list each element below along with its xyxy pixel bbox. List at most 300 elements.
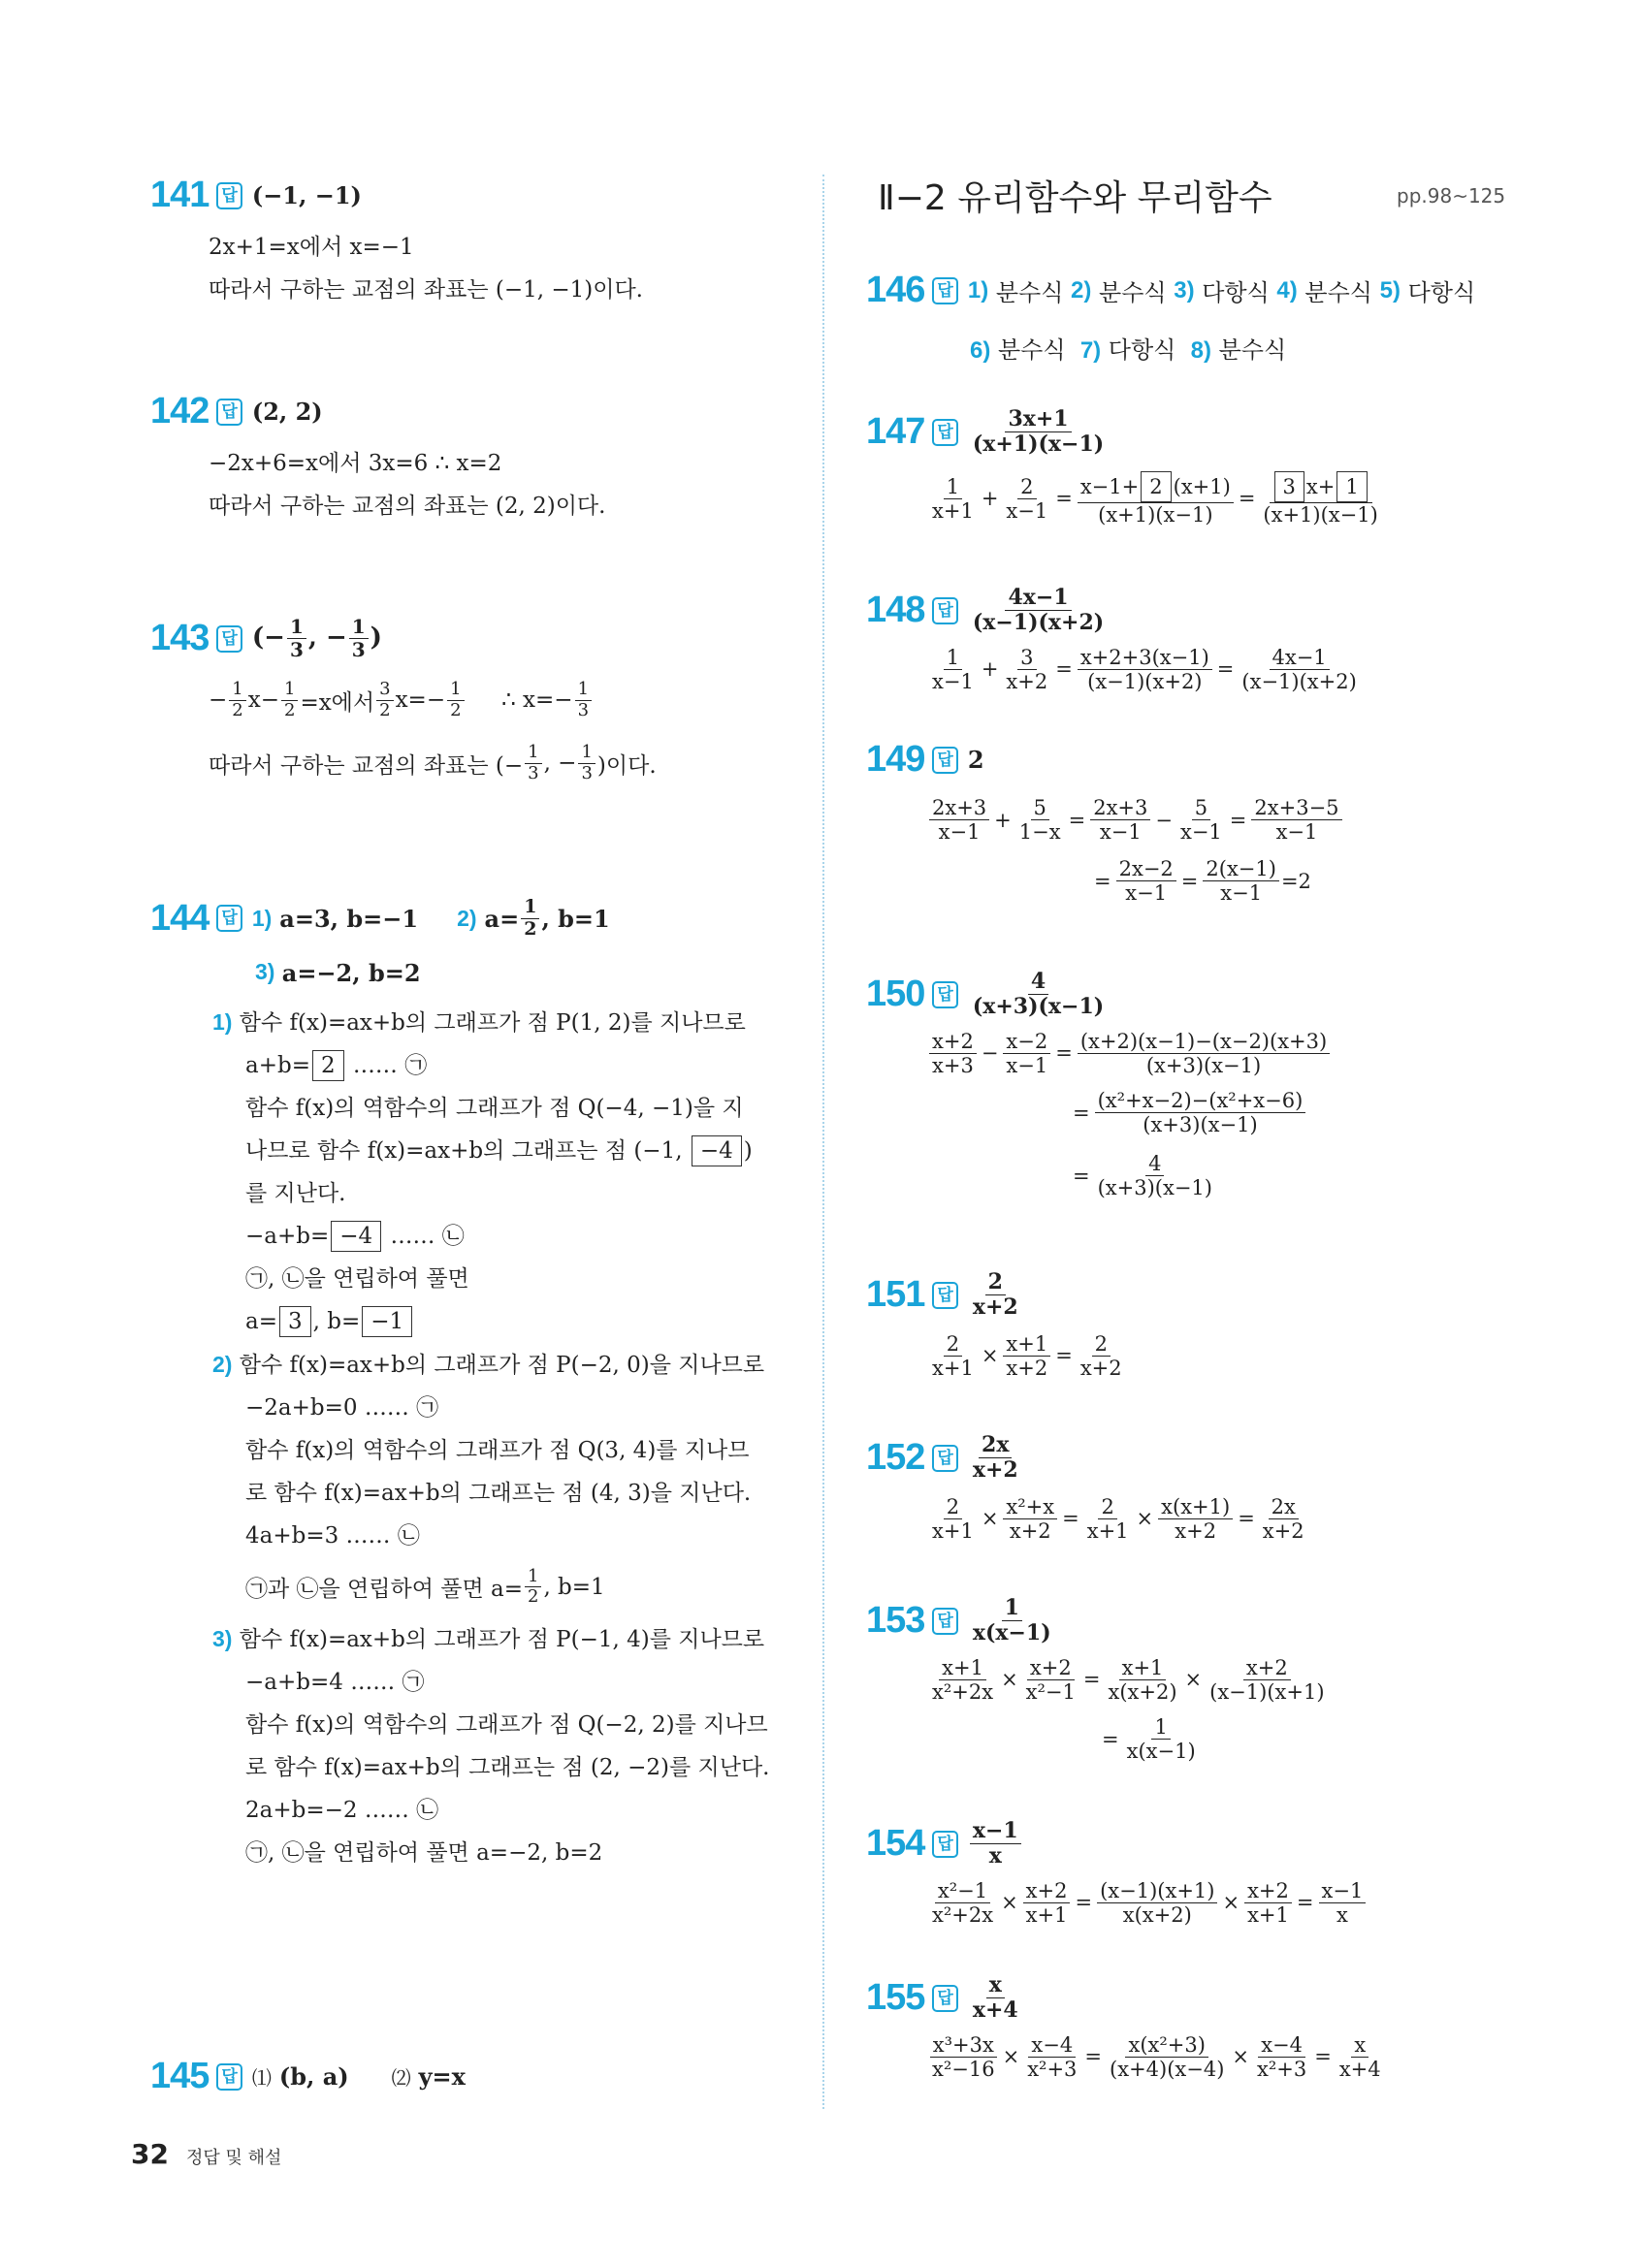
math-text: 5 [1192,796,1210,820]
problem-149 [866,739,1344,906]
problem-header [150,2056,466,2097]
problem-153 [866,1596,1330,1763]
fraction [1251,796,1341,844]
math-text: x²+3 [1257,2057,1307,2081]
problem-number: 145 [150,2056,209,2096]
math-text: 답 [932,597,957,624]
math-text: 152 [866,1437,925,1479]
answer: (−1, −1) [251,181,362,209]
math-text: ∴ x=− [466,687,573,713]
fraction [349,616,369,661]
math-text: x+4 [972,1997,1018,2024]
math-text: 2(x−1) [1203,857,1279,881]
math-text: x+1 [932,498,974,523]
math-text: , − [543,751,577,776]
fraction [229,680,245,720]
fraction [1177,796,1225,844]
problem-header [150,616,657,661]
fraction [1336,2033,1384,2081]
math-text: (x+2)(x−1)−(x−2)(x+3) [1078,1030,1330,1054]
math-text: 분수식 [1218,336,1287,364]
math-text: x+1 [932,1518,974,1543]
fraction [970,1596,1054,1646]
fraction [929,1332,977,1380]
fraction [970,970,1107,1020]
math-text: x(x+2) [1108,1679,1177,1704]
math-text: x−1 [1099,820,1142,845]
math-text: 2 [1141,471,1171,502]
math-text: y=x [418,2062,466,2091]
math-text: 2x−2 [1116,857,1176,881]
solution-line: = $\frac{2x-2}{x-1}$ = $\frac{2(x-1)}{x-1}$ =2 [1094,857,1311,906]
problem-header [866,1270,1127,1321]
math-text: x−1 [938,820,981,845]
column-divider [822,175,824,2109]
problem-150 [866,970,1332,1199]
math-text: (− [251,623,285,653]
math-text: 나므로 함수 f(x)=ax+b의 그래프는 점 (−1, [245,1137,690,1164]
math-text: x+2 [1023,1879,1071,1903]
math-text: 답 [932,277,957,304]
math-text: x+2 [1009,1518,1051,1543]
math-text: …… ㉠ [345,1052,428,1078]
math-text: 1 [349,616,369,639]
math-text: 2) [1071,276,1092,303]
math-text: 답 [932,1282,957,1309]
math-text: 로 함수 f(x)=ax+b의 그래프는 점 (2, −2)를 지난다. [245,1754,770,1780]
fraction [1319,1879,1367,1927]
solution-line [245,1044,770,1087]
fraction [575,680,592,720]
math-text: x²+2x [932,1679,994,1704]
math-text: 151 [866,1274,925,1316]
math-text: x−1 [1275,820,1318,845]
fraction [929,1495,977,1543]
math-text: a=−2, b=2 [281,958,421,987]
math-text: 3 [376,680,393,701]
math-text: 3x+1 [1005,407,1071,432]
math-text: ㉠과 ㉡을 연립하여 풀면 a= [245,1577,523,1603]
math-text: x+1 [939,1656,986,1680]
fraction [1124,1715,1199,1763]
math-text: 2 [985,1270,1006,1295]
math-text: 답 [932,1608,957,1635]
fraction [1260,1495,1307,1543]
math-text: ㉠, ㉡을 연립하여 풀면 [245,1265,469,1292]
math-text: x [1336,1902,1348,1927]
solution-line [212,1617,770,1661]
fraction [970,1433,1021,1484]
math-text: a= [484,904,520,933]
math-text: 따라서 구하는 교점의 좌표는 (− [209,752,524,779]
solution-line: $\frac{x+2}{x+3}$ − $\frac{x-2}{x-1}$ = $\frac{(x+2)(x-1)-(x-2)(x+3)}{(x+3)(x-1)}$ [927,1030,1332,1077]
math-text: =2 [1280,869,1311,893]
math-text: −a+b=4 …… ㉠ [245,1669,425,1695]
math-text: ) [743,1137,753,1164]
solution-line [212,1001,770,1044]
math-text: 3 [581,762,593,783]
problem-142 [150,391,605,527]
math-text: , b= [312,1308,361,1334]
fraction [1003,475,1050,523]
page-footer [131,2138,281,2170]
math-text: (x+3)(x−1) [1145,1053,1262,1077]
math-text: x+ [1305,474,1336,498]
math-text: x+2 [1244,1879,1292,1903]
problem-header [150,391,605,432]
fraction [929,1030,977,1077]
math-text: a=3, b=−1 [279,904,419,933]
math-text: 답 [932,419,957,446]
math-text: x+2 [1262,1518,1304,1543]
math-text: (x²+x−2)−(x²+x−6) [1095,1089,1306,1113]
math-text: 2 [1017,475,1036,499]
solution-line: $\frac{2x+3}{x-1}$ + $\frac{5}{1-x}$ = $\frac{2x+3}{x-1}$ − $\frac{5}{x-1}$ = $\frac{2x+3-5}{x-1}$ [927,796,1344,844]
math-text: −a+b= [245,1223,330,1249]
math-text: 3 [528,762,539,783]
answer [252,616,382,661]
fraction [929,1879,996,1927]
math-text: 답 [932,981,957,1008]
math-text: x−1 [932,669,974,693]
solution-line [245,1300,770,1343]
fraction [1239,646,1359,693]
math-text: 1) [212,1008,233,1035]
fraction [970,407,1107,458]
math-text: 4a+b=3 …… ㉡ [245,1522,420,1549]
math-text: 3) [212,1625,233,1651]
math-text: 2 [967,746,984,774]
math-text: x−1 [1319,1879,1367,1903]
math-text: 3) [255,958,275,984]
answer-tag: 답 [216,905,241,932]
math-text: x+2+3(x−1) [1078,646,1212,670]
fraction [1207,1656,1327,1704]
math-text: ⑵ [391,2066,411,2090]
math-text: x+1 [1086,1518,1129,1543]
math-text: x(x−1) [972,1620,1051,1646]
math-text: 분수식 [995,279,1064,306]
fraction [447,680,464,720]
math-text: )이다. [596,752,657,779]
math-text: (x+4)(x−4) [1110,2057,1225,2081]
solution-line: $\frac{\text{x³+3x}}{\text{x²−16}}$ × $\frac{x-4}{\text{x²+3}}$ = $\frac{\text{x(x²+3)}}{(x+4)(x-4)}$ × $\frac{x-4}{\text{x²+3}}$ = $\frac{x}{x+4}$ [927,2033,1386,2081]
math-text: (x+3)(x−1) [1143,1113,1258,1137]
math-text: 2 [283,699,296,720]
problem-number: 143 [150,618,209,658]
section-title: Ⅱ−2 유리함수와 무리함수 [878,178,1272,218]
solution-line: $\frac{x+1}{\text{x²+2x}}$ × $\frac{x+2}{\text{x²−1}}$ = $\frac{x+1}{x(x+2)}$ × $\frac{x+2}{(x-1)(x+1)}$ [927,1656,1330,1704]
math-text: (x−1)(x+2) [1087,669,1203,693]
math-text: x+1 [1003,1332,1050,1357]
math-text: 3 [351,638,366,661]
math-text: x+2 [1027,1656,1075,1680]
math-text: 다항식 [1108,336,1176,364]
solution-line: = $\frac{4}{(x+3)(x-1)}$ [1070,1152,1332,1199]
math-text: 1 [1002,1596,1022,1621]
fraction [1003,1495,1057,1543]
fraction [1023,1656,1079,1704]
math-text: 6) [970,337,991,364]
math-text: 1 [944,646,962,670]
math-text: x+2 [972,1457,1018,1484]
math-text: 답 [932,1985,957,2012]
solution-line: $\frac{1}{x-1}$ + $\frac{3}{x+2}$ = $\frac{x+2+3(x-1)}{(x-1)(x+2)}$ = $\frac{4x-1}{(x-1)(x+2)}$ [927,646,1362,693]
fraction [1095,1089,1306,1136]
math-text: x+2 [1243,1656,1291,1680]
math-text: 146 [866,270,925,310]
math-text: 2) [457,905,477,931]
math-text: 분수식 [1099,279,1167,306]
math-text: x−1 [970,1819,1021,1844]
solution-line: $\frac{\text{x²−1}}{\text{x²+2x}}$ × $\frac{x+2}{x+1}$ = $\frac{(x-1)(x+1)}{x(x+2)}$ × $\frac{x+2}{x+1}$ = $\frac{x-1}{x}$ [927,1879,1368,1927]
math-text: 148 [866,590,925,631]
problem-header [866,407,1383,458]
problem-header [866,1433,1309,1484]
problem-header [866,970,1332,1020]
math-text: 2 [1098,1495,1116,1519]
math-text: −1 [362,1306,412,1337]
problem-154 [866,1819,1368,1927]
math-text: 2x+3−5 [1251,796,1341,820]
answer-tag: 답 [216,399,241,426]
fraction [1016,796,1064,844]
math-text: x−4 [1028,2033,1076,2058]
problem-151 [866,1270,1127,1380]
math-text: x=− [395,687,446,713]
math-text: 2x+3 [1090,796,1150,820]
math-text: x(x+2) [1122,1902,1192,1927]
math-text: 150 [866,974,925,1015]
problem-141 [150,175,643,311]
math-text: 함수 f(x)의 역함수의 그래프가 점 Q(3, 4)를 지나므 [245,1437,750,1463]
solution-line: $\frac{2}{x+1}$ × $\frac{\text{x²+x}}{x+2}$ = $\frac{2}{x+1}$ × $\frac{x(x+1)}{x+2}$ = $\frac{2x}{x+2}$ [927,1495,1309,1543]
answer-tag: 답 [216,182,241,209]
math-text: 155 [866,1977,925,2019]
problem-146 [866,270,1475,365]
math-text: , b=1 [543,1574,605,1600]
math-text: x³+3x [930,2033,997,2058]
math-text: x−1 [1179,820,1222,845]
solution-line [209,733,657,793]
problem-155 [866,1973,1386,2081]
math-text: 2 [312,1050,344,1081]
problem-header [866,1973,1386,2024]
math-text: 1 [447,680,464,701]
solution-line [245,1130,770,1172]
fraction [929,475,977,523]
fraction: $\frac{1}{2}$ [525,1567,541,1608]
problem-header [866,739,1344,781]
fraction [929,2033,998,2081]
fraction [1078,1030,1330,1077]
math-text: a= [245,1308,277,1334]
math-text: 함수 f(x)=ax+b의 그래프가 점 P(1, 2)를 지나므로 [239,1009,746,1036]
math-text: 1 [578,743,595,764]
solution-line [245,1557,770,1617]
math-text: ⑴ [251,2066,272,2090]
solution-line [255,950,770,995]
math-text: x−1 [1006,498,1048,523]
math-text: 1) [967,276,989,303]
math-text: 149 [866,739,925,780]
fraction [1023,1879,1071,1927]
math-text: (x+1)(x−1) [972,431,1105,458]
math-text: 2 [1092,1332,1111,1357]
math-text: 함수 f(x)=ax+b의 그래프가 점 P(−2, 0)을 지나므로 [239,1352,765,1378]
fraction: $\frac{1}{2}$ [521,897,539,941]
math-text: x²+2x [932,1902,994,1927]
math-text: ) [370,623,382,653]
problem-header [150,175,643,216]
math-text: x+2 [972,1294,1018,1321]
solution-line [209,673,657,727]
math-text: x+3 [932,1053,974,1077]
math-text: 3 [577,699,590,720]
math-text: 1 [287,616,306,639]
math-text: 2x [979,1433,1012,1458]
fraction [1116,857,1176,905]
math-text: 4 [1028,970,1048,995]
fraction [525,743,541,783]
math-text: x+2 [929,1030,977,1054]
problem-143 [150,616,657,793]
math-text: 147 [866,411,925,453]
math-text: 1) [251,905,273,931]
solution-line [212,1343,770,1387]
math-text: 답 [932,747,957,774]
answer-tag: 답 [216,625,241,653]
math-text: (x−1)(x+2) [972,610,1105,636]
math-text: x [986,1973,1005,1998]
math-text: 1 [575,680,592,701]
math-text: x²+3 [1027,2057,1078,2081]
fraction [287,616,306,661]
solution-line: −2x+6=x에서 3x=6 ∴ x=2 [209,451,502,476]
fraction [1078,646,1212,693]
math-text: 로 함수 f(x)=ax+b의 그래프는 점 (4, 3)을 지난다. [245,1480,752,1506]
math-text: (x−1)(x+2) [1241,669,1357,693]
math-text: 1 [525,743,541,764]
math-text: x²−1 [1025,1679,1076,1704]
math-text: −2a+b=0 …… ㉠ [245,1394,439,1421]
fraction [970,1270,1021,1321]
math-text: x+2 [1006,669,1048,693]
problem-number: 141 [150,175,209,215]
problem-number: 142 [150,391,209,431]
math-text: x(x+1) [1158,1495,1233,1519]
math-text: 5) [1379,276,1401,303]
answer-tag: 답 [216,2063,241,2091]
math-text: 4x−1 [1005,586,1071,611]
math-text: …… ㉡ [383,1223,465,1249]
math-text: 답 [932,1445,957,1472]
fraction [1097,1879,1217,1927]
math-text: x²+x [1003,1495,1057,1519]
math-text: 3 [279,1306,311,1337]
math-text: 7) [1079,337,1102,364]
math-text: 1−x [1018,820,1061,845]
fraction [281,680,298,720]
math-text: 2) [212,1351,233,1377]
math-text: 함수 f(x)의 역함수의 그래프가 점 Q(−2, 2)를 지나므 [245,1711,768,1738]
math-text: 2 [944,1495,962,1519]
math-text: 2 [450,699,462,720]
problem-header [866,586,1362,636]
section-pages: pp.98~125 [1397,184,1506,208]
fraction [578,743,595,783]
fraction [1078,471,1234,527]
math-text: −4 [331,1221,381,1252]
footer-label: 정답 및 해설 [185,2148,282,2168]
math-text: x [1351,2033,1368,2058]
solution-line: $\frac{1}{x+1}$ + $\frac{2}{x-1}$ = $\frac{x-1+ 2 (x+1)}{(x+1)(x-1)}$ = $\frac{3 x+ 1}{(x+1)(x-1)}$ [927,471,1383,527]
math-text: (x+3)(x−1) [1097,1176,1212,1200]
math-text: x− [247,687,279,713]
fraction [929,646,977,693]
math-text: 2x [1269,1495,1299,1519]
math-text: 답 [932,1831,957,1858]
solution-line: 2x+1=x에서 x=−1 [209,235,414,260]
math-text: 153 [866,1600,925,1642]
math-text: 1 [944,475,962,499]
page-number: 32 [131,2138,169,2170]
fraction [1254,2033,1309,2081]
solution-line: $\frac{2}{x+1}$ × $\frac{x+1}{x+2}$ = $\frac{2}{x+2}$ [927,1332,1127,1380]
math-text: x−1 [1125,881,1168,906]
math-text: x(x²+3) [1125,2033,1207,2058]
answer: (2, 2) [251,398,323,426]
math-text: 3) [1174,276,1195,303]
solution-line: 따라서 구하는 교점의 좌표는 (−1, −1)이다. [209,277,643,303]
fraction [1003,1332,1050,1380]
math-text: 4) [1276,276,1298,303]
math-text: x+4 [1338,2057,1381,2081]
math-text: 2x+3 [929,796,989,820]
math-text: 3 [289,638,304,661]
fraction [1003,1030,1050,1077]
solution-line: = $\frac{\text{(x²+x−2)−(x²+x−6)}}{(x+3)(x-1)}$ [1070,1089,1332,1136]
fraction [1078,1332,1125,1380]
math-text: 8) [1190,337,1211,364]
math-text: (x+1)(x−1) [1263,502,1378,527]
solution-line [245,1215,770,1258]
math-text: 154 [866,1823,925,1865]
math-text: 5 [1031,796,1049,820]
problem-148 [866,586,1362,693]
math-text: x [988,1843,1002,1869]
math-text: 를 지난다. [245,1180,346,1206]
math-text: 2 [379,699,391,720]
fraction [1203,857,1279,905]
math-text: x+2 [1006,1356,1048,1380]
math-text: =x에서 [300,689,375,716]
problem-147 [866,407,1383,527]
math-text: 1 [229,680,245,701]
fraction [1090,796,1150,844]
fraction [1106,1656,1180,1704]
problem-header [150,897,770,941]
fraction [970,1973,1021,2024]
fraction [1244,1879,1292,1927]
fraction [1024,2033,1079,2081]
math-text: (b, a) [278,2062,349,2091]
math-text: x+1 [1025,1902,1068,1927]
math-text: x−4 [1258,2033,1305,2058]
math-text: 2 [232,699,243,720]
problem-number: 144 [150,897,209,939]
math-text: x−1 [1220,881,1263,906]
